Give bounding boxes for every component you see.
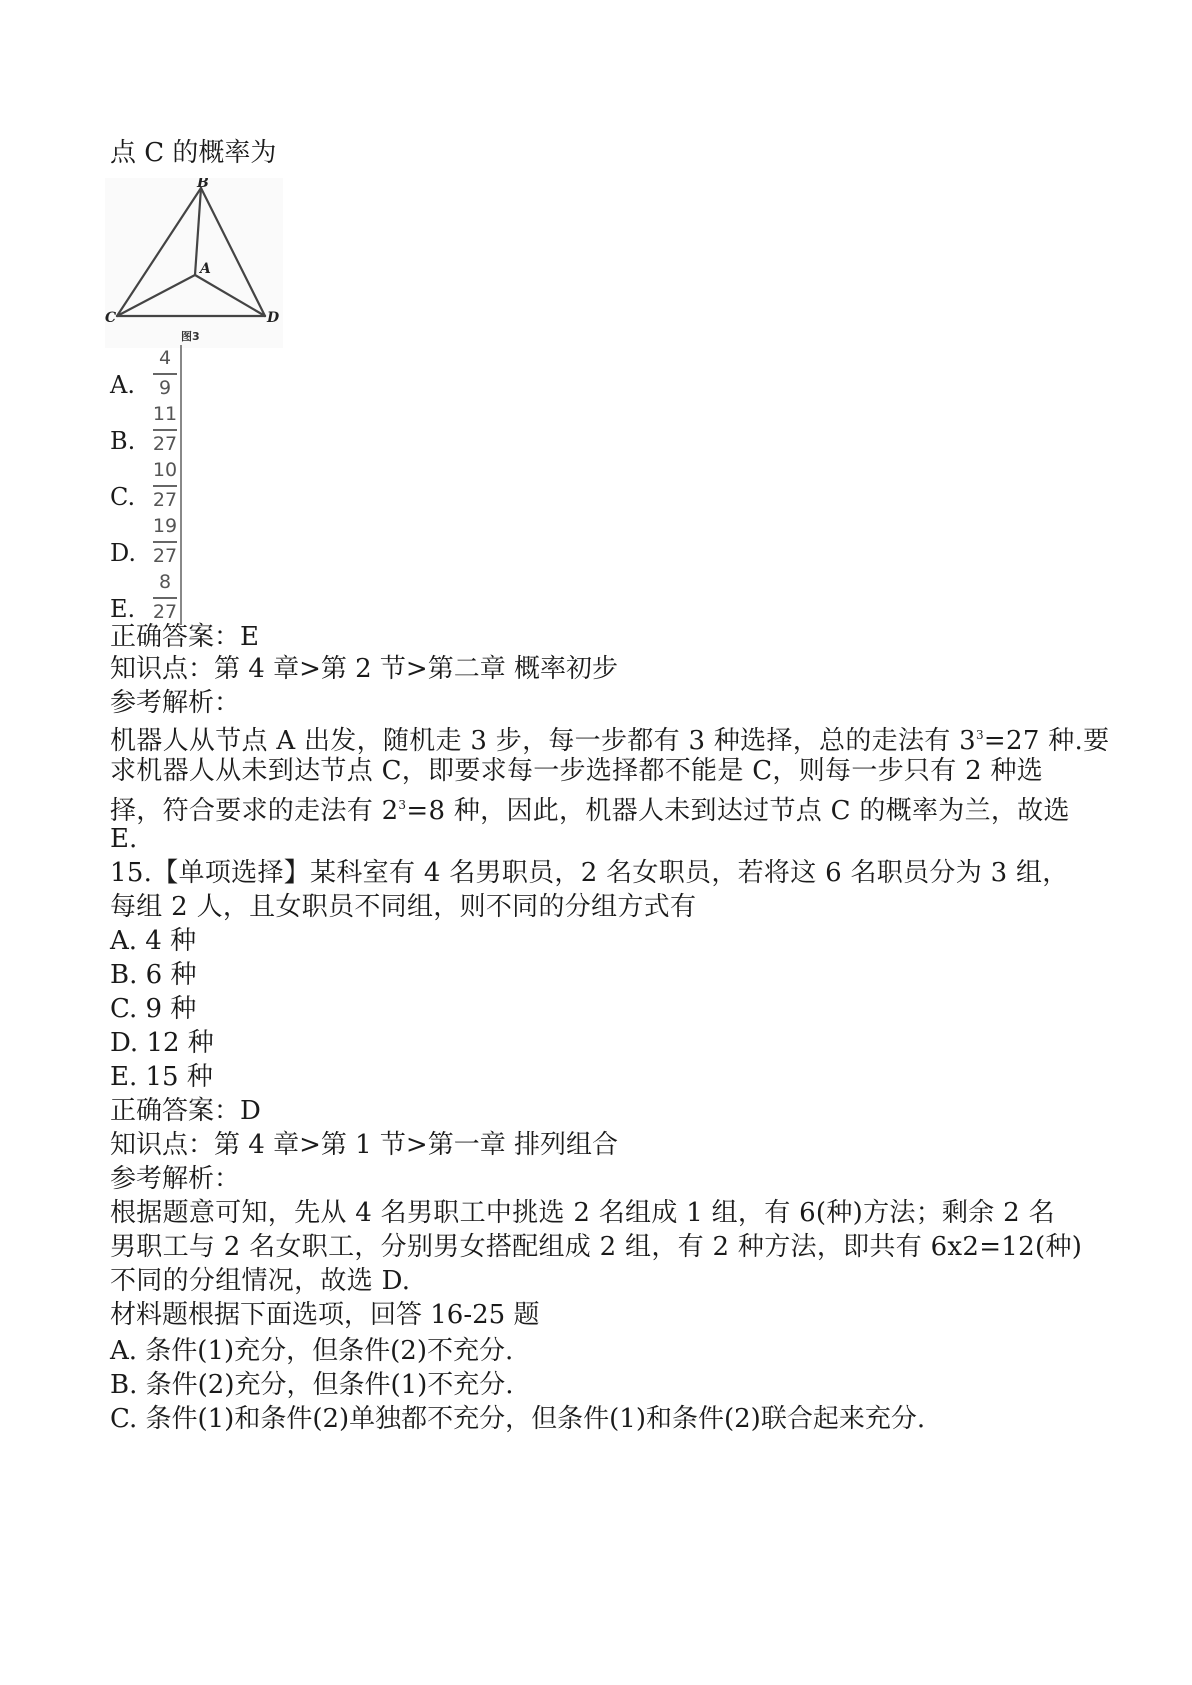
material-option-b: B. 条件(2)充分，但条件(1)不充分. (110, 1370, 514, 1400)
q15-knowledge: 知识点：第 4 章>第 1 节>第一章 排列组合 (110, 1130, 618, 1160)
q15-analysis-line-3: 不同的分组情况，故选 D. (110, 1266, 411, 1296)
q15-analysis-label: 参考解析： (110, 1164, 241, 1194)
vertex-label-c: C (105, 310, 117, 326)
triangle-figure (105, 178, 305, 368)
q15-option-e: E. 15 种 (110, 1062, 213, 1092)
option-label: B. (110, 427, 136, 455)
fraction-denominator: 27 (152, 489, 178, 511)
q14-answer: 正确答案：E (110, 622, 259, 652)
vertex-label-b: B (197, 178, 209, 191)
fraction-numerator: 19 (152, 515, 178, 537)
figure-caption: 图3 (181, 330, 200, 343)
fraction-denominator: 27 (152, 545, 178, 567)
vertex-label-d: D (267, 310, 280, 326)
fraction-edge (180, 569, 182, 625)
fraction-edge (180, 401, 182, 457)
q14-knowledge: 知识点：第 4 章>第 2 节>第二章 概率初步 (110, 654, 618, 684)
fraction (152, 345, 182, 401)
q14-analysis-label: 参考解析： (110, 688, 241, 718)
fraction-numerator: 4 (158, 347, 172, 369)
q15-option-a: A. 4 种 (110, 926, 197, 956)
option-label: C. (110, 483, 136, 511)
question-intro: 点 C 的概率为 (110, 138, 277, 168)
fraction-denominator: 27 (152, 601, 178, 623)
option-label: E. (110, 595, 136, 623)
fraction-bar (153, 485, 177, 487)
fraction-edge (180, 513, 182, 569)
analysis-text: 择，符合要求的走法有 2 (110, 796, 399, 826)
fraction-denominator: 9 (158, 377, 172, 399)
analysis-text: 机器人从节点 A 出发，随机走 3 步，每一步都有 3 种选择，总的走法有 3 (110, 726, 976, 756)
fraction (152, 401, 182, 457)
fraction-numerator: 10 (152, 459, 178, 481)
q14-option (110, 401, 310, 457)
fraction (152, 569, 182, 625)
q14-option (110, 345, 310, 401)
fraction-bar (153, 373, 177, 375)
exponent: 3 (975, 728, 984, 742)
vertex-label-a: A (200, 261, 211, 277)
q15-option-d: D. 12 种 (110, 1028, 214, 1058)
fraction-bar (153, 597, 177, 599)
fraction-edge (180, 345, 182, 401)
q14-option (110, 513, 310, 569)
material-option-c: C. 条件(1)和条件(2)单独都不充分，但条件(1)和条件(2)联合起来充分. (110, 1404, 926, 1434)
analysis-text: =8 种，因此，机器人未到达过节点 C 的概率为兰，故选 (406, 796, 1070, 826)
q15-stem-line-2: 每组 2 人，且女职员不同组，则不同的分组方式有 (110, 892, 697, 922)
q14-option (110, 457, 310, 513)
q15-stem-line-1: 15.【单项选择】某科室有 4 名男职员，2 名女职员，若将这 6 名职员分为 3 组， (110, 858, 1069, 888)
q15-analysis-line-1: 根据题意可知，先从 4 名男职工中挑选 2 名组成 1 组，有 6(种)方法；剩余 2 名 (110, 1198, 1055, 1228)
q15-analysis-line-2: 男职工与 2 名女职工，分别男女搭配组成 2 组，有 2 种方法，即共有 6x2=12(种) (110, 1232, 1083, 1262)
fraction-numerator: 8 (158, 571, 172, 593)
q15-option-c: C. 9 种 (110, 994, 197, 1024)
q14-analysis-line-3 (110, 788, 1070, 828)
q14-analysis-line-4: E. (110, 824, 138, 854)
fraction-edge (180, 457, 182, 513)
q15-option-b: B. 6 种 (110, 960, 197, 990)
fraction (152, 457, 182, 513)
q14-option (110, 569, 310, 625)
exponent: 3 (398, 798, 407, 812)
option-label: A. (110, 371, 135, 399)
q15-answer: 正确答案：D (110, 1096, 261, 1126)
triangle-diagram (105, 178, 305, 368)
q14-analysis-line-1 (110, 718, 1109, 758)
material-option-a: A. 条件(1)充分，但条件(2)不充分. (110, 1336, 514, 1366)
fraction (152, 513, 182, 569)
fraction-bar (153, 429, 177, 431)
fraction-denominator: 27 (152, 433, 178, 455)
fraction-bar (153, 541, 177, 543)
material-heading: 材料题根据下面选项，回答 16-25 题 (110, 1300, 540, 1330)
analysis-text: =27 种.要 (983, 726, 1110, 756)
fraction-numerator: 11 (152, 403, 178, 425)
option-label: D. (110, 539, 137, 567)
q14-analysis-line-2: 求机器人从未到达节点 C，即要求每一步选择都不能是 C，则每一步只有 2 种选 (110, 756, 1044, 786)
